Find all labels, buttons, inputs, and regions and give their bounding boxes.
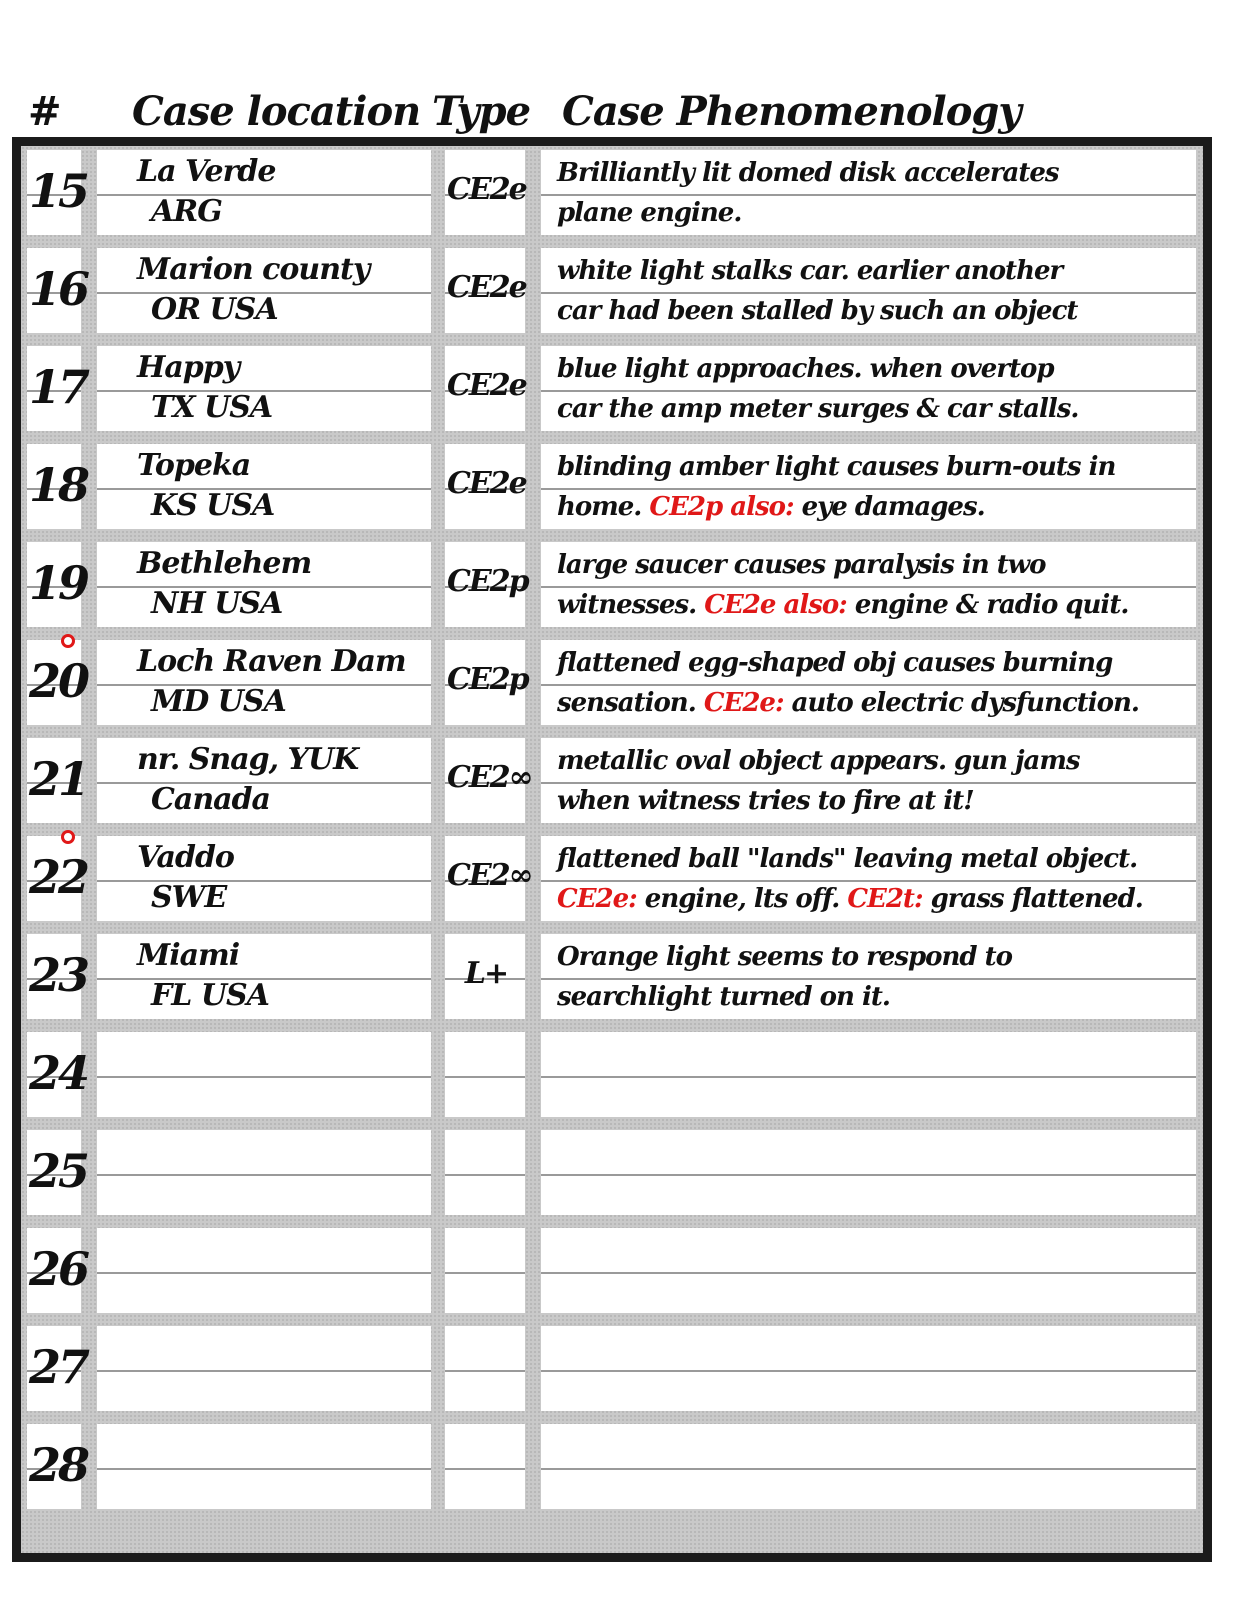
phenomenology-line-2 [557,982,890,1012]
phenomenology-cell [541,150,1196,235]
phenomenology-line-1: blue light approaches. when overtop [557,354,1054,384]
phenomenology-line-2 [557,590,1128,620]
phenomenology-cell [541,738,1196,823]
case-type: CE2∞ [447,858,532,893]
case-location-cell [97,640,431,725]
case-number: 20 [29,654,88,708]
ruled-line [541,1468,1196,1470]
case-type: CE2e [447,368,526,403]
case-number: 25 [29,1144,88,1198]
phenomenology-text: witnesses. [557,590,705,620]
table-row [21,440,1203,538]
phenomenology-text: when witness tries to fire at it! [557,786,974,816]
red-circle-marker [61,634,75,648]
phenomenology-line-1: flattened egg-shaped obj causes burning [557,648,1113,678]
phenomenology-cell [541,248,1196,333]
location-line-2: OR USA [151,292,278,327]
location-line-1: Miami [137,938,240,973]
case-number: 21 [29,752,88,806]
table-row [21,930,1203,1028]
table-row [21,146,1203,244]
ruled-line [97,1174,431,1176]
phenomenology-line-2 [557,198,741,228]
ruled-line [445,1272,525,1274]
case-location-cell [97,444,431,529]
ruled-line [541,880,1196,882]
case-number: 28 [29,1438,88,1492]
case-location-cell [97,934,431,1019]
location-line-2: ARG [151,194,222,229]
case-location-cell [97,836,431,921]
case-number-cell [27,444,88,529]
phenomenology-line-1: large saucer causes paralysis in two [557,550,1046,580]
case-number: 23 [29,948,88,1002]
location-line-1: Vaddo [137,840,234,875]
table-row [21,734,1203,832]
ruled-line [445,1174,525,1176]
phenomenology-line-1: flattened ball "lands" leaving metal object. [557,844,1138,874]
phenomenology-text: auto electric dysfunction. [783,688,1139,718]
case-type-cell [445,150,525,235]
phenomenology-line-2 [557,688,1139,718]
case-number-cell [27,542,88,627]
phenomenology-cell [541,1032,1196,1117]
location-line-2: NH USA [151,586,283,621]
case-type: CE2e [447,172,526,207]
phenomenology-text: car the amp meter surges & car stalls. [557,394,1079,424]
phenomenology-cell [541,1130,1196,1215]
case-location-cell [97,1130,431,1215]
phenomenology-line-2 [557,296,1077,326]
case-number-cell [27,150,88,235]
case-number-cell [27,1130,88,1215]
phenomenology-line-1: white light stalks car. earlier another [557,256,1063,286]
location-line-1: nr. Snag, YUK [137,742,359,777]
ruled-line [97,880,431,882]
ruled-line [445,1370,525,1372]
location-line-1: Happy [137,350,240,385]
phenomenology-text: home. [557,492,650,522]
case-type: CE2p [447,564,528,599]
phenomenology-line-2 [557,492,985,522]
case-number-cell [27,738,88,823]
phenomenology-line-2 [557,394,1078,424]
case-location-cell [97,248,431,333]
red-annotation: CE2e also: [704,590,847,620]
case-number-cell [27,248,88,333]
location-line-1: Bethlehem [137,546,312,581]
case-type-cell [445,1424,525,1509]
ruled-line [541,1076,1196,1078]
case-type-cell [445,346,525,431]
case-type-cell [445,1228,525,1313]
ruled-line [541,488,1196,490]
phenomenology-text: engine, lts off. [636,884,848,914]
case-type-cell [445,248,525,333]
header-case-phenomenology: Case Phenomenology [562,88,1021,135]
ruled-line [541,1174,1196,1176]
ruled-line [541,194,1196,196]
red-annotation: CE2t: [847,884,923,914]
table-row [21,1420,1203,1518]
case-type: CE2e [447,466,526,501]
phenomenology-cell [541,444,1196,529]
phenomenology-text: car had been stalled by such an object [557,296,1078,326]
phenomenology-text: grass flattened. [922,884,1143,914]
case-location-cell [97,1326,431,1411]
case-number-cell [27,934,88,1019]
location-line-2: MD USA [151,684,286,719]
case-location-cell [97,1424,431,1509]
case-type-cell [445,1130,525,1215]
ruled-line [97,1272,431,1274]
phenomenology-text: eye damages. [793,492,985,522]
ruled-line [541,1370,1196,1372]
phenomenology-line-2 [557,786,974,816]
case-type-cell [445,444,525,529]
phenomenology-text: sensation. [557,688,704,718]
ruled-line [541,586,1196,588]
case-type-cell [445,738,532,823]
case-number-cell [27,836,88,921]
case-location-cell [97,738,431,823]
case-type-cell [445,542,528,627]
ruled-line [445,1468,525,1470]
case-type-cell [445,934,525,1019]
phenomenology-cell [541,836,1196,921]
table-row [21,1126,1203,1224]
red-annotation: CE2e: [557,884,637,914]
ruled-line [541,782,1196,784]
case-number-cell [27,1424,88,1509]
ruled-line [97,1468,431,1470]
case-location-cell [97,150,431,235]
case-number: 26 [29,1242,88,1296]
case-number: 18 [29,458,88,512]
case-number-cell [27,640,88,725]
case-number: 15 [29,164,88,218]
case-number-cell [27,1326,88,1411]
ruled-line [97,1370,431,1372]
table-row [21,1224,1203,1322]
ruled-line [541,978,1196,980]
location-line-1: Marion county [137,252,370,287]
phenomenology-line-1: Brilliantly lit domed disk accelerates [557,158,1059,188]
case-type-cell [445,1326,525,1411]
case-type: CE2e [447,270,526,305]
case-number: 16 [29,262,88,316]
case-number: 24 [29,1046,88,1100]
case-number-cell [27,1032,88,1117]
location-line-1: Topeka [137,448,251,483]
table-row [21,832,1203,930]
case-type: CE2∞ [447,760,532,795]
phenomenology-cell [541,1228,1196,1313]
case-type-cell [445,640,528,725]
phenomenology-text: engine & radio quit. [846,590,1129,620]
case-type: CE2p [447,662,528,697]
phenomenology-text: searchlight turned on it. [557,982,890,1012]
case-number-cell [27,1228,88,1313]
ruled-line [541,684,1196,686]
red-annotation: CE2p also: [649,492,794,522]
phenomenology-line-2 [557,884,1143,914]
case-location-cell [97,346,431,431]
location-line-2: FL USA [151,978,269,1013]
location-line-2: KS USA [151,488,275,523]
phenomenology-cell [541,542,1196,627]
phenomenology-line-1: metallic oval object appears. gun jams [557,746,1080,776]
red-circle-marker [61,830,75,844]
ruled-line [97,194,431,196]
ruled-line [541,390,1196,392]
red-annotation: CE2e: [703,688,784,718]
location-line-1: Loch Raven Dam [137,644,406,679]
case-table [12,137,1212,1562]
phenomenology-line-1: blinding amber light causes burn-outs in [557,452,1116,482]
table-row [21,636,1203,734]
phenomenology-cell [541,1326,1196,1411]
location-line-2: TX USA [151,390,273,425]
ruled-line [541,1272,1196,1274]
case-location-cell [97,1032,431,1117]
case-number: 22 [29,850,88,904]
ruled-line [445,1076,525,1078]
case-number: 19 [29,556,88,610]
phenomenology-text: plane engine. [557,198,742,228]
phenomenology-cell [541,640,1196,725]
header-type: Type [432,88,531,135]
phenomenology-cell [541,1424,1196,1509]
case-type: L+ [464,956,508,991]
phenomenology-cell [541,934,1196,1019]
case-type-cell [445,836,532,921]
ruled-line [97,1076,431,1078]
phenomenology-cell [541,346,1196,431]
location-line-2: SWE [151,880,227,915]
case-number-cell [27,346,88,431]
case-location-cell [97,542,431,627]
phenomenology-line-1: Orange light seems to respond to [557,942,1012,972]
location-line-1: La Verde [137,154,276,189]
case-location-cell [97,1228,431,1313]
case-number: 27 [29,1340,88,1394]
table-row [21,1322,1203,1420]
ruled-line [541,292,1196,294]
header-case-location: Case location [132,88,421,135]
table-row [21,538,1203,636]
case-number: 17 [29,360,88,414]
case-type-cell [445,1032,525,1117]
table-row [21,342,1203,440]
header-number: # [28,88,61,135]
table-row [21,244,1203,342]
location-line-2: Canada [151,782,270,817]
table-row [21,1028,1203,1126]
